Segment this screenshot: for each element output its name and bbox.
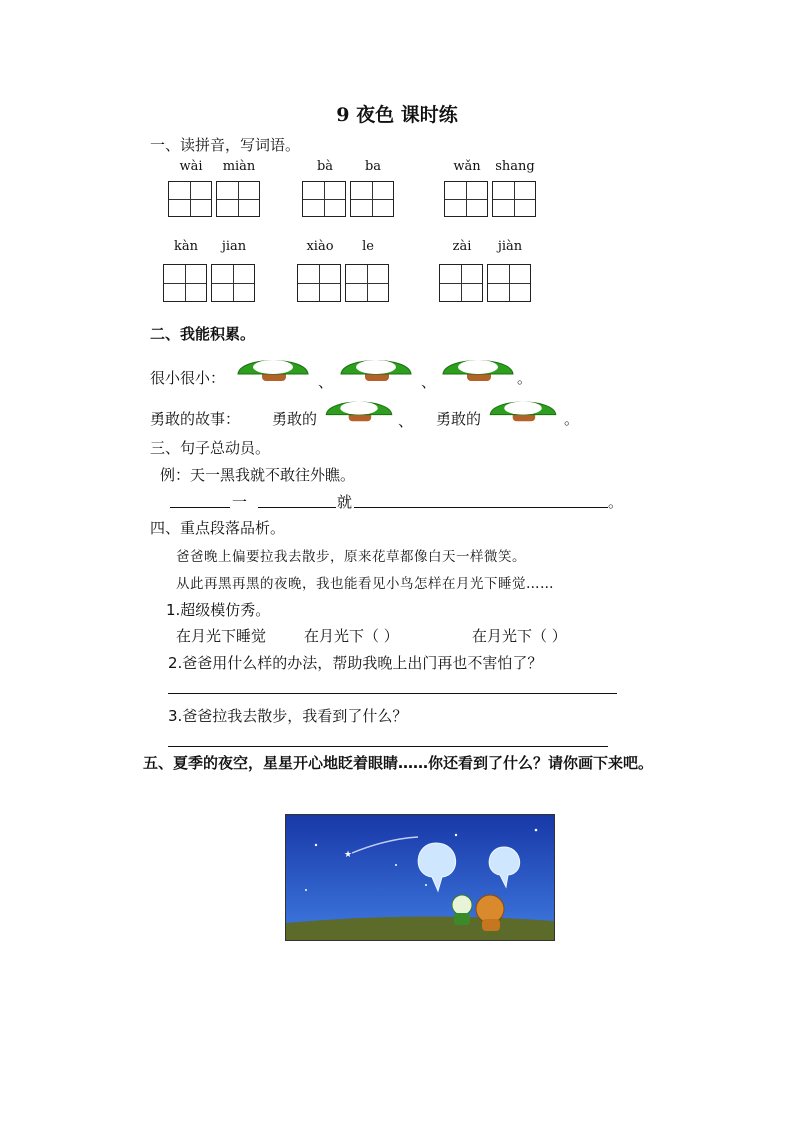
brave-label: 勇敢的故事： bbox=[150, 410, 241, 428]
pinyin-label: jian bbox=[221, 239, 247, 254]
answer-blank[interactable] bbox=[170, 507, 230, 508]
section-4-heading: 四、重点段落品析。 bbox=[150, 519, 286, 537]
writing-box[interactable] bbox=[297, 264, 341, 302]
imitation-example: 在月光下睡觉 bbox=[176, 627, 267, 645]
writing-box[interactable] bbox=[216, 181, 260, 217]
pinyin-label: wài bbox=[179, 159, 203, 174]
imitation-blank-2[interactable]: 在月光下（ ） bbox=[472, 627, 567, 645]
character-body bbox=[482, 919, 500, 931]
mushroom-answer-icon[interactable] bbox=[236, 352, 310, 384]
pinyin-label: bà bbox=[316, 159, 334, 174]
pinyin-label: le bbox=[362, 239, 374, 254]
pinyin-label: wǎn bbox=[453, 159, 481, 174]
writing-box[interactable] bbox=[163, 264, 207, 302]
answer-blank[interactable] bbox=[258, 507, 336, 508]
question-3: 3.爸爸拉我去散步，我看到了什么？ bbox=[168, 707, 408, 725]
word-jiu: 就 bbox=[337, 493, 353, 511]
section-5-heading: 五、夏季的夜空，星星开心地眨着眼睛……你还看到了什么？请你画下来吧。 bbox=[143, 754, 654, 772]
pinyin-label: shang bbox=[495, 159, 535, 174]
brave-word: 勇敢的 bbox=[272, 410, 318, 428]
passage-line: 爸爸晚上偏要拉我去散步，原来花草都像白天一样微笑。 bbox=[176, 549, 526, 565]
star-icon bbox=[425, 884, 427, 886]
small-label: 很小很小： bbox=[150, 369, 226, 387]
star-icon bbox=[395, 864, 397, 866]
pinyin-label: zài bbox=[452, 239, 472, 254]
mushroom-answer-icon[interactable] bbox=[324, 394, 394, 424]
writing-box[interactable] bbox=[444, 181, 488, 217]
separator: 、 bbox=[398, 412, 414, 430]
pinyin-label: miàn bbox=[222, 159, 256, 174]
night-scene-image bbox=[286, 815, 554, 940]
character-body bbox=[454, 913, 470, 925]
word-yi: 一 bbox=[232, 493, 248, 511]
question-1: 1.超级模仿秀。 bbox=[166, 601, 271, 619]
question-2: 2.爸爸用什么样的办法，帮助我晚上出门再也不害怕了？ bbox=[168, 654, 543, 672]
separator: 、 bbox=[421, 373, 437, 391]
pinyin-label: jiàn bbox=[497, 239, 523, 254]
answer-line[interactable] bbox=[168, 746, 608, 747]
writing-box[interactable] bbox=[350, 181, 394, 217]
writing-box[interactable] bbox=[492, 181, 536, 217]
example-sentence: 例：天一黑我就不敢往外瞧。 bbox=[160, 466, 356, 484]
brave-word: 勇敢的 bbox=[436, 410, 482, 428]
pinyin-label: kàn bbox=[173, 239, 198, 254]
writing-box[interactable] bbox=[439, 264, 483, 302]
period: 。 bbox=[564, 410, 580, 428]
period: 。 bbox=[517, 369, 533, 387]
writing-box[interactable] bbox=[302, 181, 346, 217]
period: 。 bbox=[608, 493, 624, 511]
writing-box[interactable] bbox=[168, 181, 212, 217]
night-sky-illustration bbox=[285, 814, 555, 941]
mushroom-answer-icon[interactable] bbox=[339, 352, 413, 384]
section-2-heading: 二、我能积累。 bbox=[150, 325, 256, 343]
writing-box[interactable] bbox=[345, 264, 389, 302]
mushroom-answer-icon[interactable] bbox=[488, 394, 558, 424]
character-head bbox=[452, 895, 472, 915]
pinyin-label: xiào bbox=[306, 239, 334, 254]
star-icon: ★ bbox=[344, 850, 353, 860]
mushroom-answer-icon[interactable] bbox=[441, 352, 515, 384]
separator: 、 bbox=[318, 373, 334, 391]
star-icon bbox=[455, 834, 457, 836]
pinyin-label: ba bbox=[364, 159, 382, 174]
character-head bbox=[476, 895, 504, 923]
star-icon bbox=[315, 844, 317, 846]
passage-line: 从此再黑再黑的夜晚，我也能看见小鸟怎样在月光下睡觉…… bbox=[176, 576, 554, 592]
answer-line[interactable] bbox=[168, 693, 617, 694]
writing-box[interactable] bbox=[487, 264, 531, 302]
imitation-blank-1[interactable]: 在月光下（ ） bbox=[304, 627, 399, 645]
page-title: 9 夜色 课时练 bbox=[336, 104, 458, 126]
section-1-heading: 一、读拼音，写词语。 bbox=[150, 136, 301, 154]
section-3-heading: 三、句子总动员。 bbox=[150, 439, 271, 457]
star-icon bbox=[305, 889, 307, 891]
writing-box[interactable] bbox=[211, 264, 255, 302]
answer-blank[interactable] bbox=[354, 507, 608, 508]
star-icon bbox=[535, 829, 538, 832]
